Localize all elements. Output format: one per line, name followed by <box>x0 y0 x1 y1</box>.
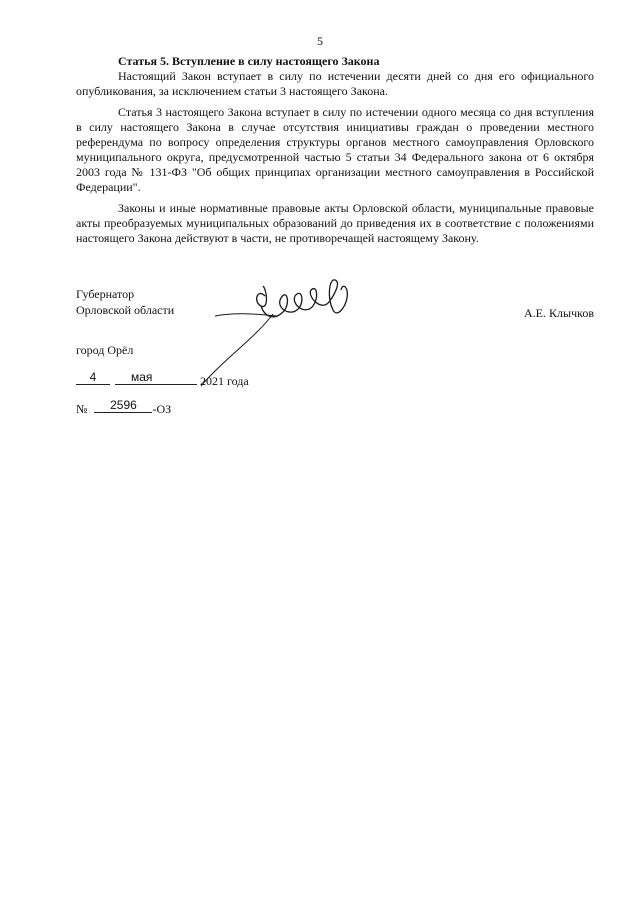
paragraph-1: Настоящий Закон вступает в силу по истечении десяти дней со дня его официального опубликования, за исключением статьи 3 настоящего Закона. <box>76 69 594 98</box>
article-title: Статья 5. Вступление в силу настоящего Закона <box>118 54 380 68</box>
law-number <box>76 399 171 415</box>
law-number-suffix: -ОЗ <box>152 402 172 416</box>
date-month-field <box>115 371 197 385</box>
signatory-name: А.Е. Клычков <box>524 306 594 320</box>
paragraph-2: Статья 3 настоящего Закона вступает в силу по истечении одного месяца со дня вступления в силу настоящего Закона в случае отсутствия инициативы граждан о проведении местного референдума по вопросу определения структуры органов местного самоуправления Орловского муниципального округа, предусмотренной частью 5 статьи 34 Федерального закона от 6 октября 2003 года № 131-ФЗ "Об общих принципах организации местного самоуправления в Российской Федерации". <box>76 105 594 194</box>
law-number-value: 2596 <box>110 398 137 412</box>
signing-date <box>76 371 276 387</box>
date-day-field <box>76 371 110 385</box>
signatory-title <box>76 286 174 318</box>
paragraph-3: Законы и иные нормативные правовые акты Орловской области, муниципальные правовые акты преобразуемых муниципальных образований до приведения их в соответствие с положениями настоящего Закона действуют в части, не противоречащей настоящему Закону. <box>76 201 594 245</box>
law-number-field <box>94 399 152 413</box>
date-day: 4 <box>89 370 97 384</box>
date-year: 2021 года <box>200 374 249 388</box>
date-month: мая <box>131 370 153 384</box>
handwritten-signature <box>195 268 355 388</box>
signatory-title-line2: Орловской области <box>76 303 175 317</box>
place-of-signing: город Орёл <box>76 343 134 357</box>
page-number: 5 <box>317 34 323 48</box>
law-number-prefix: № <box>76 402 88 416</box>
article-body <box>76 54 594 252</box>
signatory-title-line1: Губернатор <box>76 287 135 301</box>
